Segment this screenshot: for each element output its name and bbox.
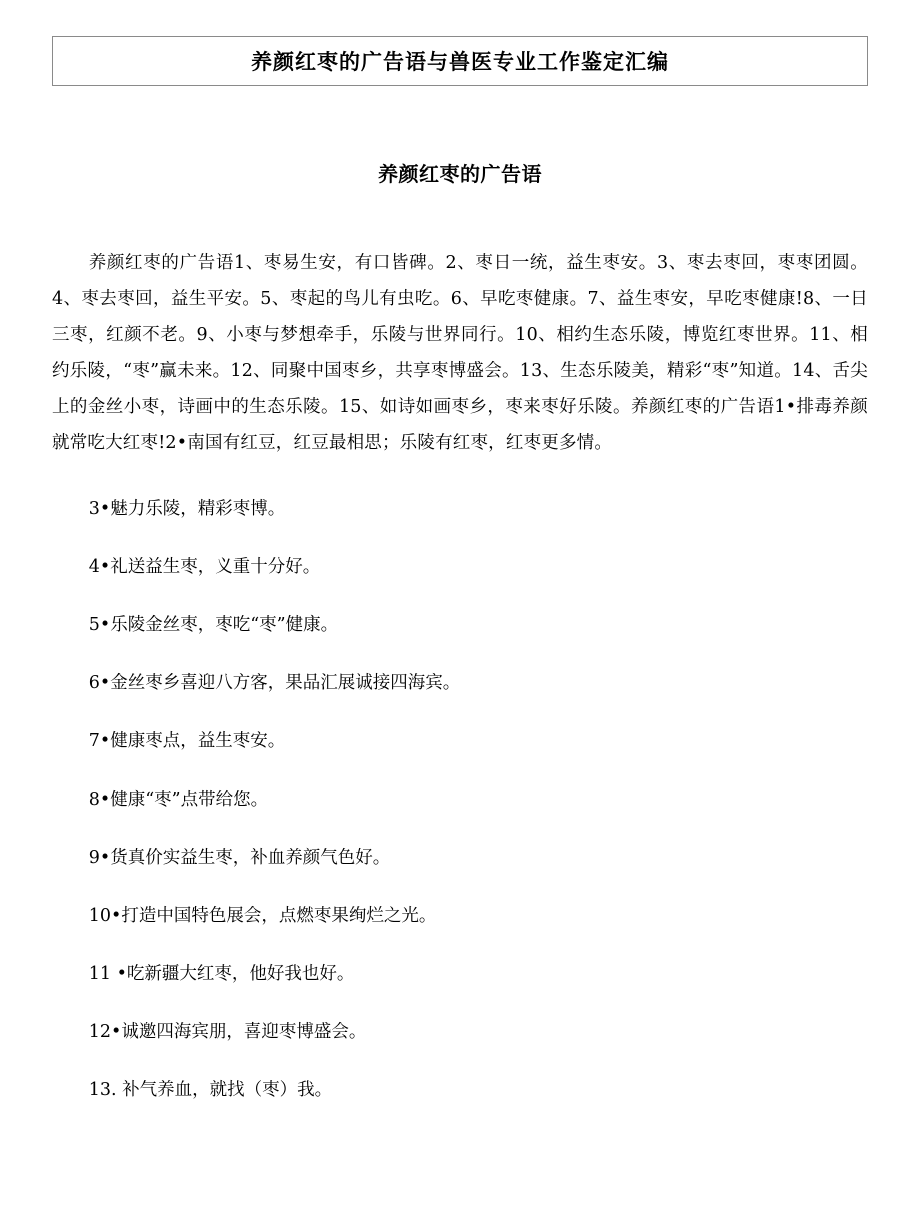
- main-paragraph: 养颜红枣的广告语1、枣易生安，有口皆碑。2、枣日一统，益生枣安。3、枣去枣回，枣枣团圆。4、枣去枣回，益生平安。5、枣起的鸟儿有虫吃。6、早吃枣健康。7、益生枣安，早吃枣健康!8、一日三枣，红颜不老。9、小枣与梦想牵手，乐陵与世界同行。10、相约生态乐陵，博览红枣世界。11、相约乐陵，“枣”赢未来。12、同聚中国枣乡，共享枣博盛会。13、生态乐陵美，精彩“枣”知道。14、舌尖上的金丝小枣，诗画中的生态乐陵。15、如诗如画枣乡，枣来枣好乐陵。养颜红枣的广告语1•排毒养颜就常吃大红枣!2•南国有红豆，红豆最相思；乐陵有红枣，红枣更多情。: [52, 253, 868, 454]
- list-item: 7•健康枣点，益生枣安。: [88, 731, 286, 752]
- list-item: 13. 补气养血，就找（枣）我。: [88, 1079, 333, 1100]
- body-content: [52, 245, 868, 461]
- list-item: 3•魅力乐陵，精彩枣博。: [88, 499, 286, 520]
- document-title: 养颜红枣的广告语与兽医专业工作鉴定汇编: [251, 50, 669, 74]
- list-item: 12•诚邀四海宾朋，喜迎枣博盛会。: [88, 1021, 367, 1042]
- list-item: 9•货真价实益生枣，补血养颜气色好。: [88, 847, 391, 868]
- section-heading: 养颜红枣的广告语: [378, 162, 542, 186]
- list-item: 6•金丝枣乡喜迎八方客，果品汇展诚接四海宾。: [88, 673, 461, 694]
- list-item: 11 •吃新疆大红枣，他好我也好。: [88, 963, 355, 984]
- list-item: 4•礼送益生枣，义重十分好。: [88, 557, 321, 578]
- list-item: 8•健康“枣”点带给您。: [88, 789, 269, 810]
- document-title-box: [52, 36, 868, 86]
- list-item: 10•打造中国特色展会，点燃枣果绚烂之光。: [88, 905, 437, 926]
- items-list: [52, 491, 868, 1108]
- list-item: 5•乐陵金丝枣，枣吃“枣”健康。: [88, 615, 339, 636]
